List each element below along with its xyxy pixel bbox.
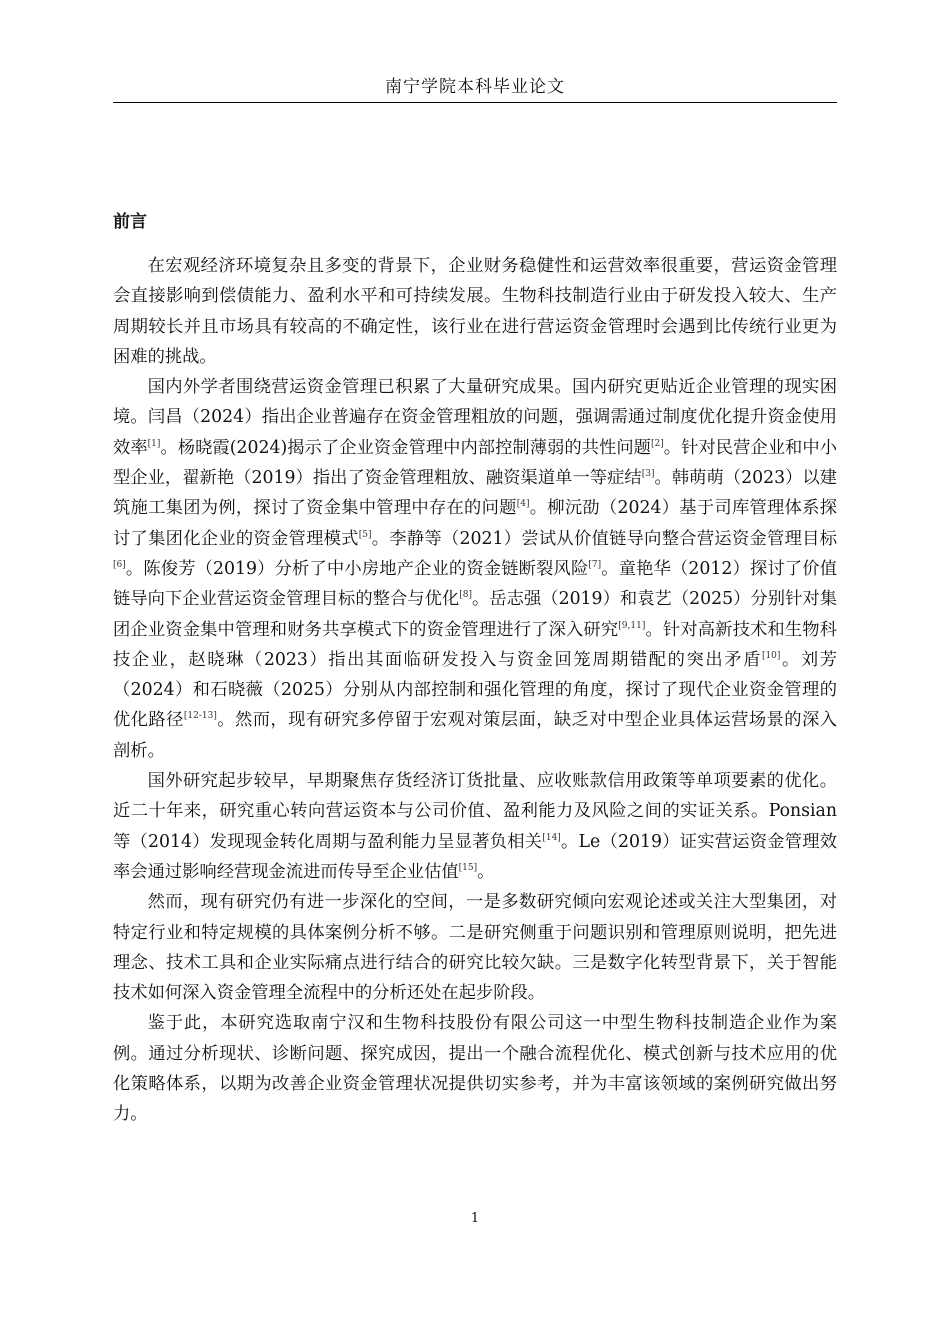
paragraph-text: 国内外学者围绕营运资金管理已积累了大量研究成果。国内研究更贴近企业管理的现实困境。闫昌（2024）指出企业普遍存在资金管理粗放的问题，强调需通过制度优化提升资金使用效率: [113, 377, 837, 458]
paragraph-text: 。: [477, 861, 495, 882]
citation-ref: [1]: [147, 438, 161, 449]
paragraph: [113, 372, 837, 766]
paragraph: [113, 766, 837, 887]
paragraph: [113, 887, 837, 1008]
citation-ref: [10]: [761, 650, 781, 661]
paragraph-text: 。岳志强（2019）和袁艺（2025）分别针对集团企业资金集中管理和财务共享模式下的资金管理进行了深入研究: [113, 589, 837, 640]
paragraph: [113, 1008, 837, 1129]
paragraph-text: 。陈俊芳（2019）分析了中小房地产企业的资金链断裂风险: [125, 558, 589, 579]
paragraph-text: 。针对民营企业和中小型企业，翟新艳（2019）指出了资金管理粗放、融资渠道单一等症结: [113, 437, 837, 489]
paragraph-text: 在宏观经济环境复杂且多变的背景下，企业财务稳健性和运营效率很重要，营运资金管理会直接影响到偿债能力、盈利水平和可持续发展。生物科技制造行业由于研发投入较大、生产周期较长并且市场具有较高的不确定性，该行业在进行营运资金管理时会遇到比传统行业更为困难的挑战。: [113, 256, 837, 367]
citation-ref: [6]: [113, 559, 126, 570]
paragraph-text: 。杨晓霞(2024)揭示了企业资金管理中内部控制薄弱的共性问题: [160, 437, 652, 458]
running-header: 南宁学院本科毕业论文: [385, 77, 565, 97]
page-number: 1: [470, 1211, 480, 1226]
paragraph-text: 。韩萌萌（2023）以建筑施工集团为例，探讨了资金集中管理中存在的问题: [113, 468, 838, 519]
paragraph-text: 国外研究起步较早，早期聚焦存货经济订货批量、应收账款信用政策等单项要素的优化。近二十年来，研究重心转向营运资本与公司价值、盈利能力及风险之间的实证关系。Ponsian 等（2014）发现现金转化周期与盈利能力呈显著负相关: [113, 771, 837, 852]
citation-ref: [2]: [651, 438, 664, 449]
citation-ref: [7]: [588, 559, 602, 570]
paragraph-text: 。柳沅劭（2024）基于司库管理体系探讨了集团化企业的资金管理模式: [113, 498, 837, 549]
citation-ref: [4]: [516, 499, 530, 510]
citation-ref: [8]: [459, 590, 472, 601]
paragraph-text: 。然而，现有研究多停留于宏观对策层面，缺乏对中型企业具体运营场景的深入剖析。: [113, 710, 837, 761]
paragraph-text: 。针对高新技术和生物科技企业，赵晓琳（2023）指出其面临研发投入与资金回笼周期错配的突出矛盾: [113, 619, 837, 670]
paragraph-text: 。李静等（2021）尝试从价值链导向整合营运资金管理目标: [371, 528, 837, 549]
paragraph-text: 然而，现有研究仍有进一步深化的空间，一是多数研究倾向宏观论述或关注大型集团，对特定行业和特定规模的具体案例分析不够。二是研究侧重于问题识别和管理原则说明，把先进理念、技术工具和企业实际痛点进行结合的研究比较欠缺。三是数字化转型背景下，关于智能技术如何深入资金管理全流程中的分析还处在起步阶段。: [113, 892, 837, 1004]
header-rule: [113, 102, 837, 103]
paragraph: [113, 251, 837, 372]
body-text: [113, 251, 837, 1130]
citation-ref: [5]: [358, 529, 372, 540]
paragraph-text: 。Le（2019）证实营运资金管理效率会通过影响经营现金流进而传导至企业估值: [113, 831, 838, 882]
paragraph-text: 鉴于此，本研究选取南宁汉和生物科技股份有限公司这一中型生物科技制造企业作为案例。通过分析现状、诊断问题、探究成因，提出一个融合流程优化、模式创新与技术应用的优化策略体系，以期为改善企业资金管理状况提供切实参考，并为丰富该领域的案例研究做出努力。: [113, 1013, 837, 1125]
section-title: 前言: [113, 212, 147, 232]
paragraph-text: 。刘芳（2024）和石晓薇（2025）分别从内部控制和强化管理的角度，探讨了现代企业资金管理的优化路径: [113, 649, 837, 731]
citation-ref: [14]: [542, 832, 561, 843]
citation-ref: [9,11]: [618, 620, 646, 631]
citation-ref: [15]: [458, 862, 478, 873]
citation-ref: [3]: [641, 469, 655, 480]
citation-ref: [12-13]: [183, 711, 217, 722]
paragraph-text: 。童艳华（2012）探讨了价值链导向下企业营运资金管理目标的整合与优化: [113, 558, 837, 610]
